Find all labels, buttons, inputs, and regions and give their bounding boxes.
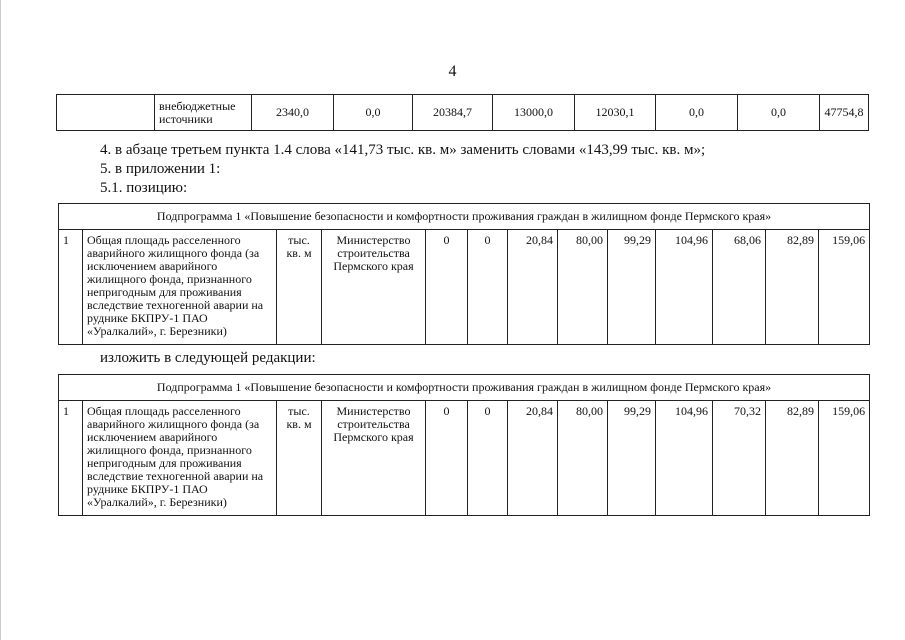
- indicator-name: Общая площадь расселенного аварийного жилищного фонда (за исключением аварийного жилищного фонда, признанного непригодным для проживания вследствие техногенной аварии на руднике БКПРУ-1 ПАО «Уралкалий», г. Березники): [83, 230, 277, 345]
- value-cell: 68,06: [713, 230, 766, 345]
- unit-cell: тыс. кв. м: [277, 401, 322, 516]
- value-cell: 159,06: [819, 401, 870, 516]
- position-table-old: [58, 203, 870, 345]
- paragraph-5: 5. в приложении 1:: [100, 161, 221, 177]
- value-cell: 82,89: [766, 230, 819, 345]
- table-row: [57, 95, 869, 131]
- table-header-row: [59, 204, 870, 230]
- subprogram-header: Подпрограмма 1 «Повышение безопасности и комфортности проживания граждан в жилищном фонде Пермского края»: [59, 375, 870, 401]
- page-number: 4: [448, 63, 457, 80]
- value-cell: 0,0: [334, 95, 413, 131]
- value-cell: 99,29: [608, 401, 656, 516]
- new-wording-label: изложить в следующей редакции:: [100, 350, 316, 366]
- value-cell: 70,32: [713, 401, 766, 516]
- value-cell: 0: [426, 401, 468, 516]
- value-cell: 104,96: [656, 401, 713, 516]
- agency-cell: Министерство строительства Пермского края: [322, 401, 426, 516]
- value-cell: 82,89: [766, 401, 819, 516]
- position-table-new: [58, 374, 870, 516]
- value-cell: 20,84: [508, 230, 558, 345]
- table-header-row: [59, 375, 870, 401]
- indicator-name: Общая площадь расселенного аварийного жилищного фонда (за исключением аварийного жилищного фонда, признанного непригодным для проживания вследствие техногенной аварии на руднике БКПРУ-1 ПАО «Уралкалий», г. Березники): [83, 401, 277, 516]
- value-cell: 104,96: [656, 230, 713, 345]
- value-cell: 0: [468, 230, 508, 345]
- value-cell: 80,00: [558, 401, 608, 516]
- value-cell: 47754,8: [820, 95, 869, 131]
- value-cell: 159,06: [819, 230, 870, 345]
- row-number: 1: [59, 230, 83, 345]
- unit-cell: тыс. кв. м: [277, 230, 322, 345]
- subprogram-header: Подпрограмма 1 «Повышение безопасности и комфортности проживания граждан в жилищном фонде Пермского края»: [59, 204, 870, 230]
- value-cell: 80,00: [558, 230, 608, 345]
- value-cell: 2340,0: [252, 95, 334, 131]
- paragraph-5-1: 5.1. позицию:: [100, 180, 188, 196]
- value-cell: 99,29: [608, 230, 656, 345]
- value-cell: 12030,1: [575, 95, 656, 131]
- page-edge: [0, 0, 1, 640]
- value-cell: 20384,7: [413, 95, 493, 131]
- agency-cell: Министерство строительства Пермского края: [322, 230, 426, 345]
- empty-cell: [57, 95, 155, 131]
- value-cell: 0,0: [656, 95, 738, 131]
- value-cell: 20,84: [508, 401, 558, 516]
- value-cell: 0: [468, 401, 508, 516]
- value-cell: 13000,0: [493, 95, 575, 131]
- value-cell: 0,0: [738, 95, 820, 131]
- paragraph-4: 4. в абзаце третьем пункта 1.4 слова «141,73 тыс. кв. м» заменить словами «143,99 тыс. кв. м»;: [100, 142, 706, 158]
- source-cell: внебюджетные источники: [155, 95, 252, 131]
- table-row: [59, 401, 870, 516]
- row-number: 1: [59, 401, 83, 516]
- budget-continuation-table: [56, 94, 869, 131]
- table-row: [59, 230, 870, 345]
- value-cell: 0: [426, 230, 468, 345]
